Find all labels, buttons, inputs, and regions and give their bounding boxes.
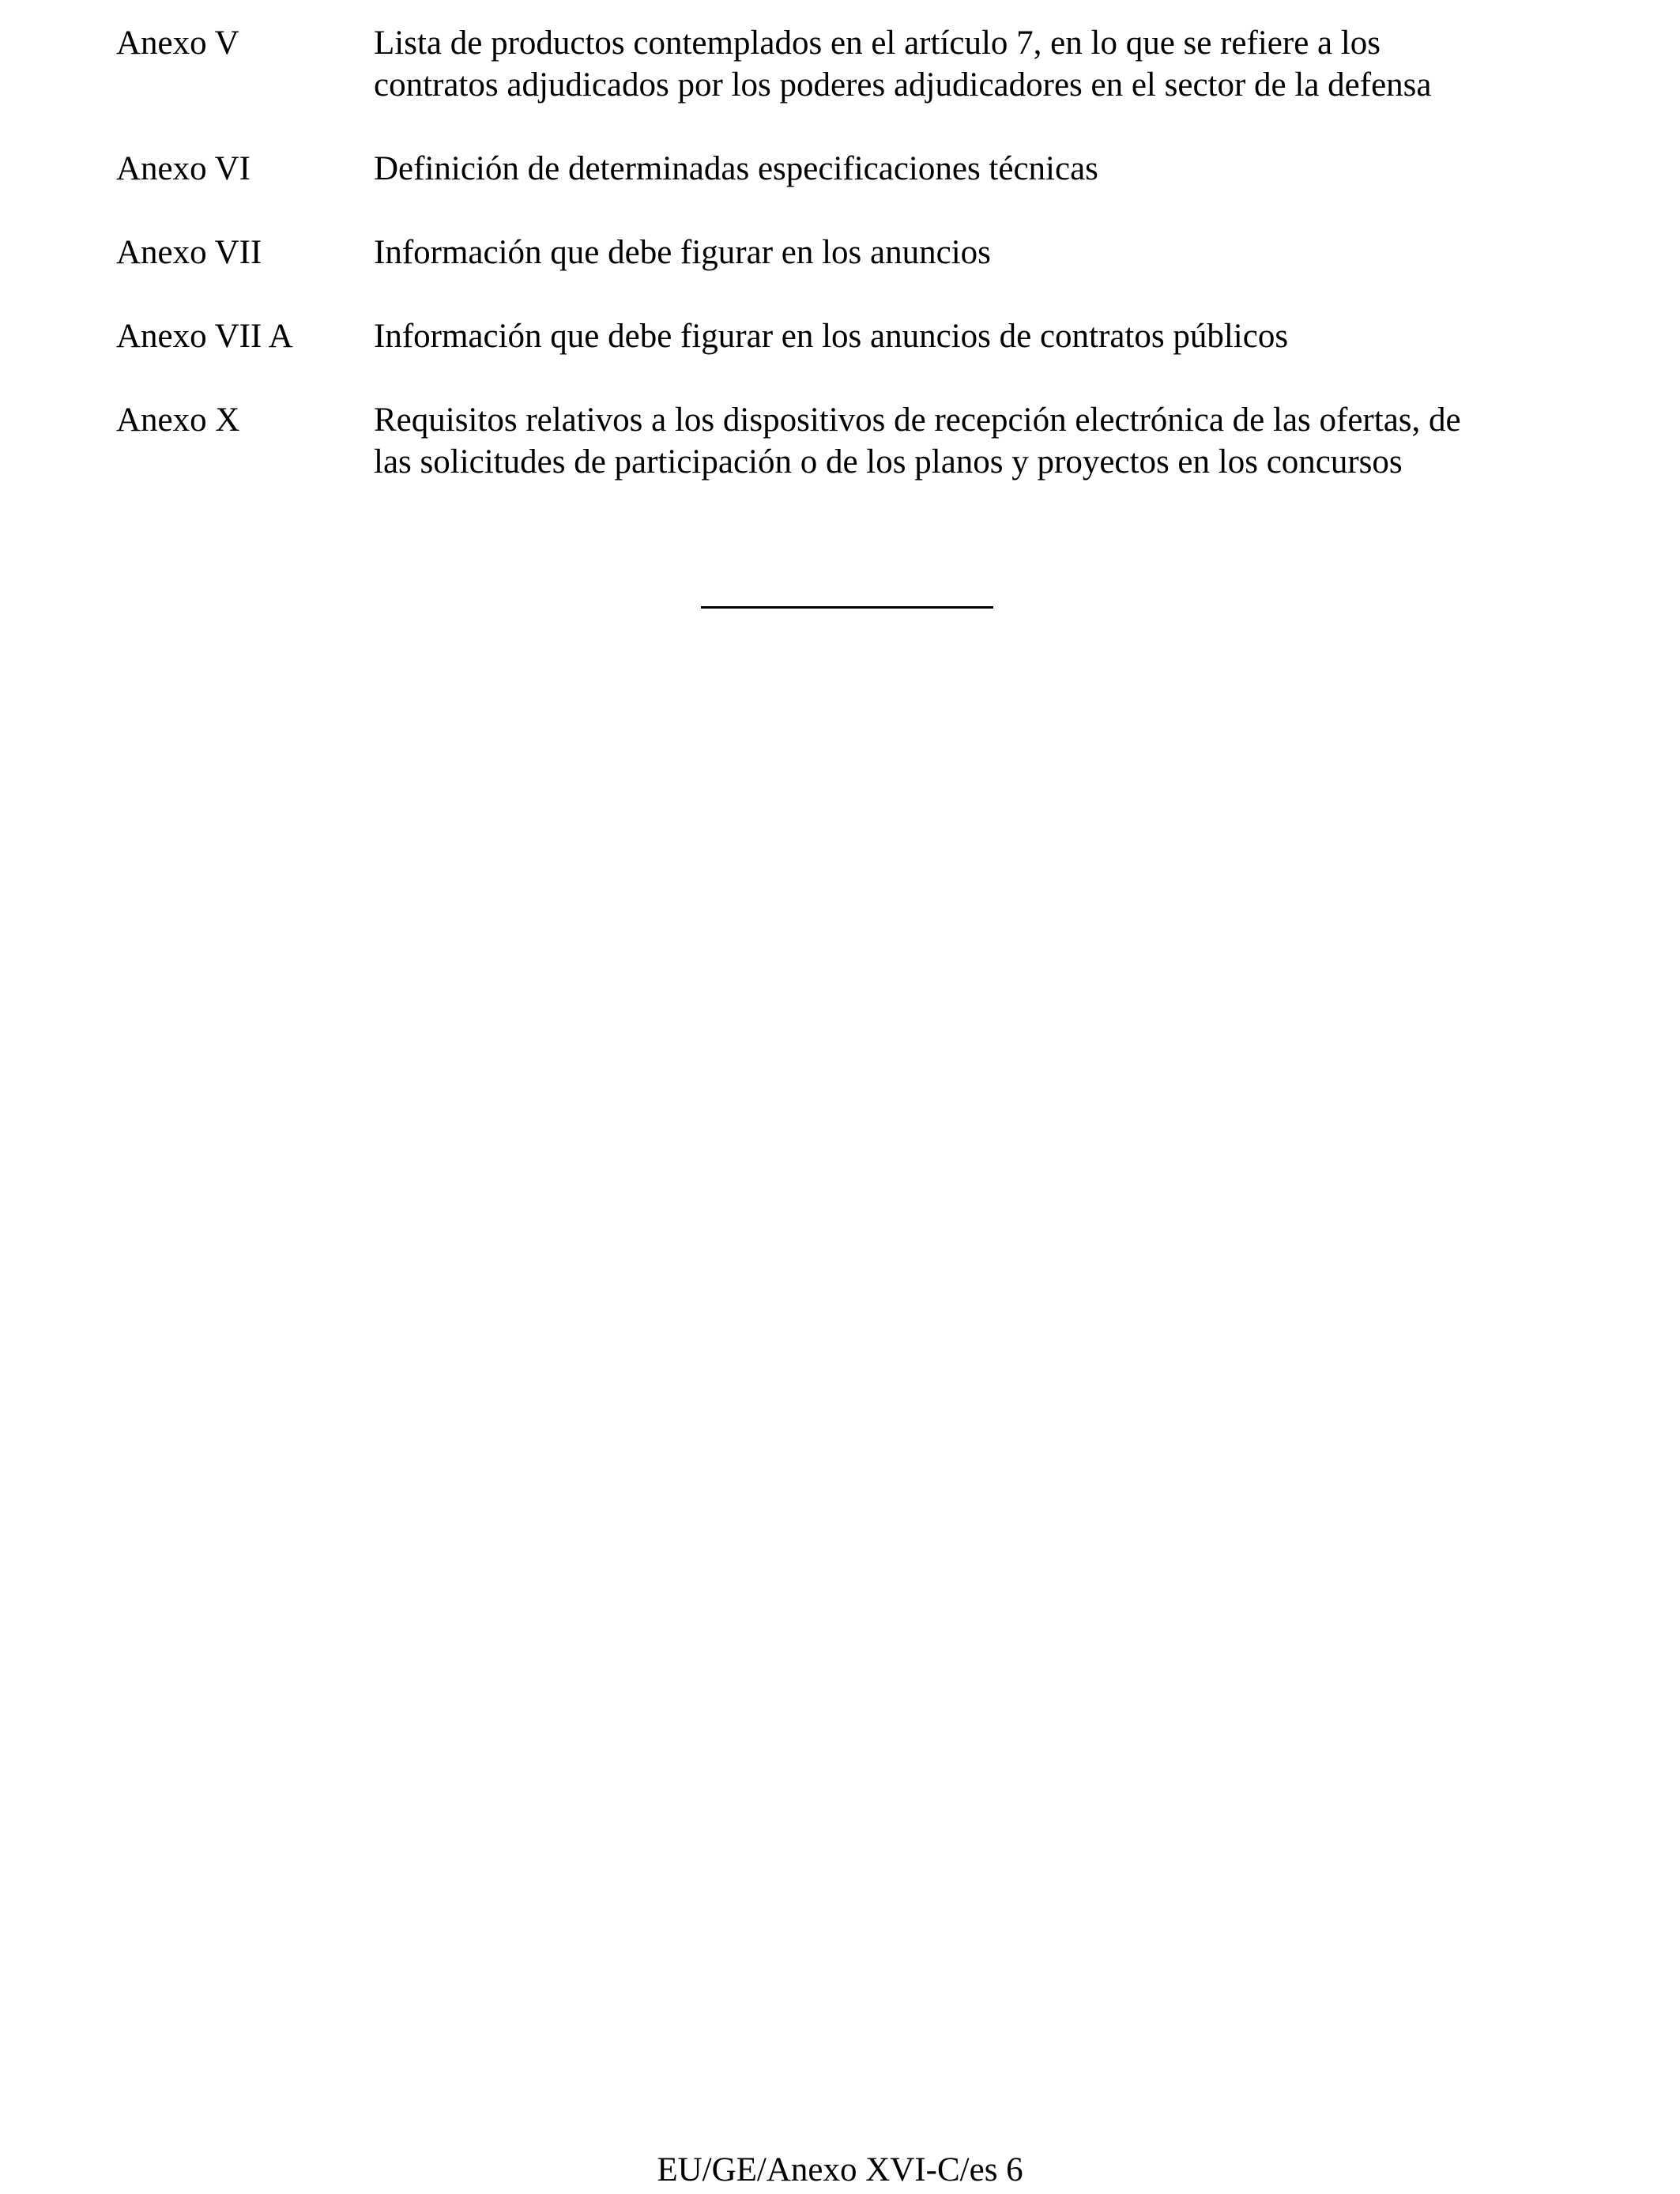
page-footer-reference: EU/GE/Anexo XVI-C/es 6 [657,2151,1023,2188]
annex-description-line: Definición de determinadas especificaciones técnicas [374,150,1098,187]
annex-description [374,232,1578,273]
end-separator-line [701,606,993,609]
annex-row-v [116,22,1578,106]
annex-description-line: las solicitudes de participación o de los planos y proyectos en los concursos [374,443,1403,481]
annex-label: Anexo VI [116,150,250,187]
annex-description-line: Información que debe figurar en los anuncios de contratos públicos [374,318,1289,355]
annex-list [116,22,1578,483]
annex-description-line: contratos adjudicados por los poderes adjudicadores en el sector de la defensa [374,66,1432,104]
annex-description [374,315,1578,357]
annex-label: Anexo VII A [116,318,293,355]
annex-row-x [116,399,1578,483]
annex-description-line: Requisitos relativos a los dispositivos de recepción electrónica de las ofertas, de [374,401,1461,439]
annex-description [374,148,1578,190]
annex-description-line: Lista de productos contemplados en el artículo 7, en lo que se refiere a los [374,25,1381,62]
annex-description [374,22,1578,106]
annex-description-line: Información que debe figurar en los anuncios [374,234,991,271]
annex-label: Anexo V [116,25,239,62]
annex-row-vii [116,232,1578,273]
annex-row-vi [116,148,1578,190]
annex-label: Anexo X [116,401,240,439]
annex-label: Anexo VII [116,234,262,271]
annex-description [374,399,1578,483]
annex-row-vii-a [116,315,1578,357]
